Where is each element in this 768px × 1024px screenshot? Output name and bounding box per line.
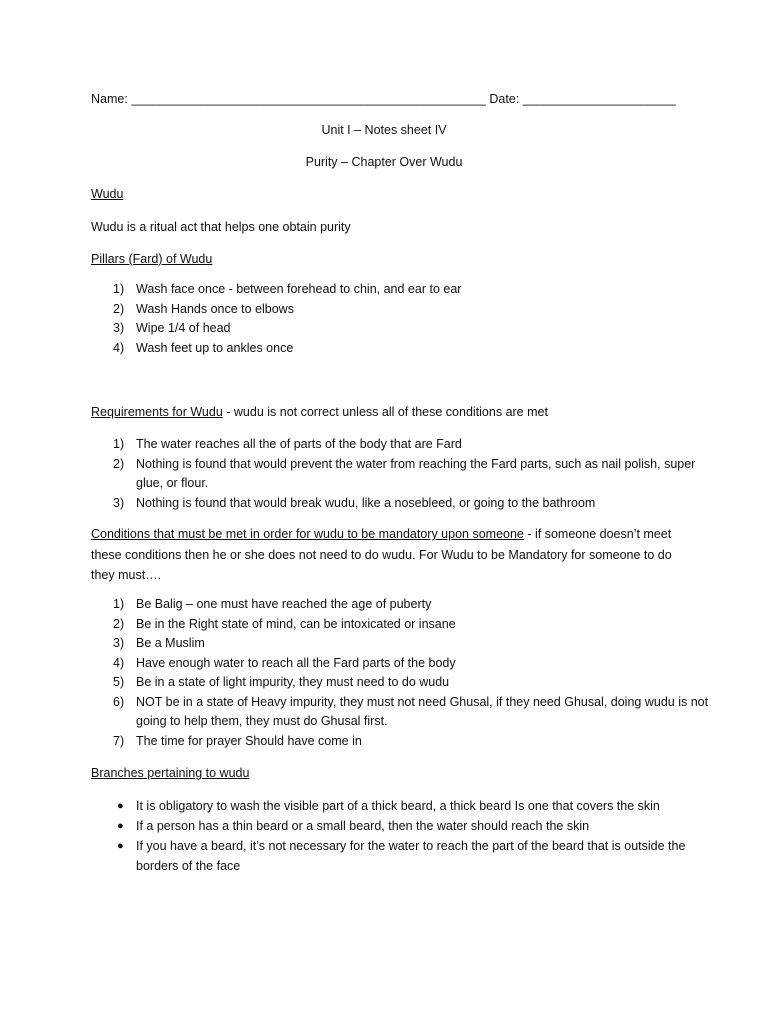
- bullet-icon: ●: [117, 820, 124, 832]
- list-item: [117, 836, 717, 876]
- conditions-heading: Conditions that must be met in order for wudu to be mandatory upon someone: [91, 527, 524, 541]
- bullet-icon: ●: [117, 840, 124, 852]
- list-item: [113, 300, 713, 320]
- list-item: [113, 732, 713, 752]
- item-number: 2): [113, 456, 125, 471]
- item-number: 2): [113, 616, 125, 631]
- pillars-heading: Pillars (Fard) of Wudu: [91, 252, 213, 266]
- list-item: [113, 595, 713, 615]
- item-number: 4): [113, 340, 125, 355]
- item-text: Be in a state of light impurity, they must need to do wudu: [136, 675, 450, 689]
- name-label: Name:: [91, 92, 128, 106]
- item-text: Wash face once - between forehead to chin, and ear to ear: [136, 282, 462, 296]
- item-text: It is obligatory to wash the visible part of a thick beard, a thick beard Is one that covers the skin: [136, 799, 660, 813]
- list-item: [117, 816, 717, 836]
- item-text: Wash Hands once to elbows: [136, 301, 294, 316]
- branches-heading: Branches pertaining to wudu: [91, 766, 250, 780]
- conditions-list: [113, 595, 713, 751]
- wudu-definition: Wudu is a ritual act that helps one obtain purity: [91, 220, 351, 234]
- list-item: [113, 319, 713, 339]
- page-subtitle: Purity – Chapter Over Wudu: [305, 155, 463, 169]
- list-item: [117, 796, 717, 816]
- date-label: Date:: [489, 92, 520, 106]
- branches-list: [117, 796, 717, 876]
- item-text: Nothing is found that would prevent the water from reaching the Fard parts, such as nail polish, super glue, or flour.: [136, 456, 696, 490]
- item-number: 3): [113, 636, 125, 650]
- item-text: Be in the Right state of mind, can be intoxicated or insane: [136, 616, 456, 631]
- item-text: Be Balig – one must have reached the age of puberty: [136, 597, 432, 611]
- conditions-intro: - if someone doesn’t meet these conditions then he or she does not need to do wudu. For Wudu to be Mandatory for someone to do they must….: [91, 527, 672, 582]
- list-item: [113, 455, 713, 494]
- list-item: [113, 634, 713, 654]
- item-number: 3): [113, 495, 125, 510]
- item-number: 1): [113, 437, 125, 451]
- pillars-list: [113, 280, 713, 358]
- list-item: [113, 494, 713, 514]
- list-item: [113, 693, 713, 732]
- page-title: Unit I – Notes sheet IV: [321, 123, 447, 137]
- item-text: NOT be in a state of Heavy impurity, they must not need Ghusal, if they need Ghusal, doing wudu is not going to help them, they must do Ghusal first.: [136, 694, 709, 728]
- item-text: Be a Muslim: [136, 636, 205, 650]
- date-blank: ______________________: [522, 92, 676, 106]
- item-text: Have enough water to reach all the Fard parts of the body: [136, 655, 456, 670]
- bullet-icon: ●: [117, 800, 124, 812]
- item-text: Wash feet up to ankles once: [136, 340, 294, 355]
- item-text: The water reaches all the of parts of the body that are Fard: [136, 437, 462, 451]
- list-item: [113, 280, 713, 300]
- name-blank: ___________________________________________________: [131, 92, 486, 106]
- list-item: [113, 673, 713, 693]
- requirements-heading-line: [91, 405, 548, 419]
- item-text: Nothing is found that would break wudu, like a nosebleed, or going to the bathroom: [136, 495, 596, 510]
- requirements-intro: - wudu is not correct unless all of these conditions are met: [222, 405, 548, 419]
- item-text: Wipe 1/4 of head: [136, 321, 231, 335]
- item-number: 2): [113, 301, 125, 316]
- conditions-paragraph: [91, 524, 691, 586]
- item-number: 1): [113, 597, 125, 611]
- list-item: [113, 615, 713, 635]
- requirements-heading: Requirements for Wudu: [91, 405, 223, 419]
- item-number: 4): [113, 655, 125, 670]
- item-text: If a person has a thin beard or a small beard, then the water should reach the skin: [136, 819, 590, 833]
- item-number: 6): [113, 694, 125, 709]
- item-number: 1): [113, 282, 125, 296]
- requirements-list: [113, 435, 713, 513]
- item-number: 5): [113, 675, 125, 689]
- name-date-line: [91, 92, 676, 106]
- item-text: If you have a beard, it’s not necessary for the water to reach the part of the beard that is outside the borders of the face: [136, 839, 686, 873]
- item-text: The time for prayer Should have come in: [136, 733, 362, 748]
- list-item: [113, 435, 713, 455]
- wudu-heading: Wudu: [91, 187, 124, 201]
- list-item: [113, 654, 713, 674]
- list-item: [113, 339, 713, 359]
- item-number: 3): [113, 321, 125, 335]
- item-number: 7): [113, 733, 125, 748]
